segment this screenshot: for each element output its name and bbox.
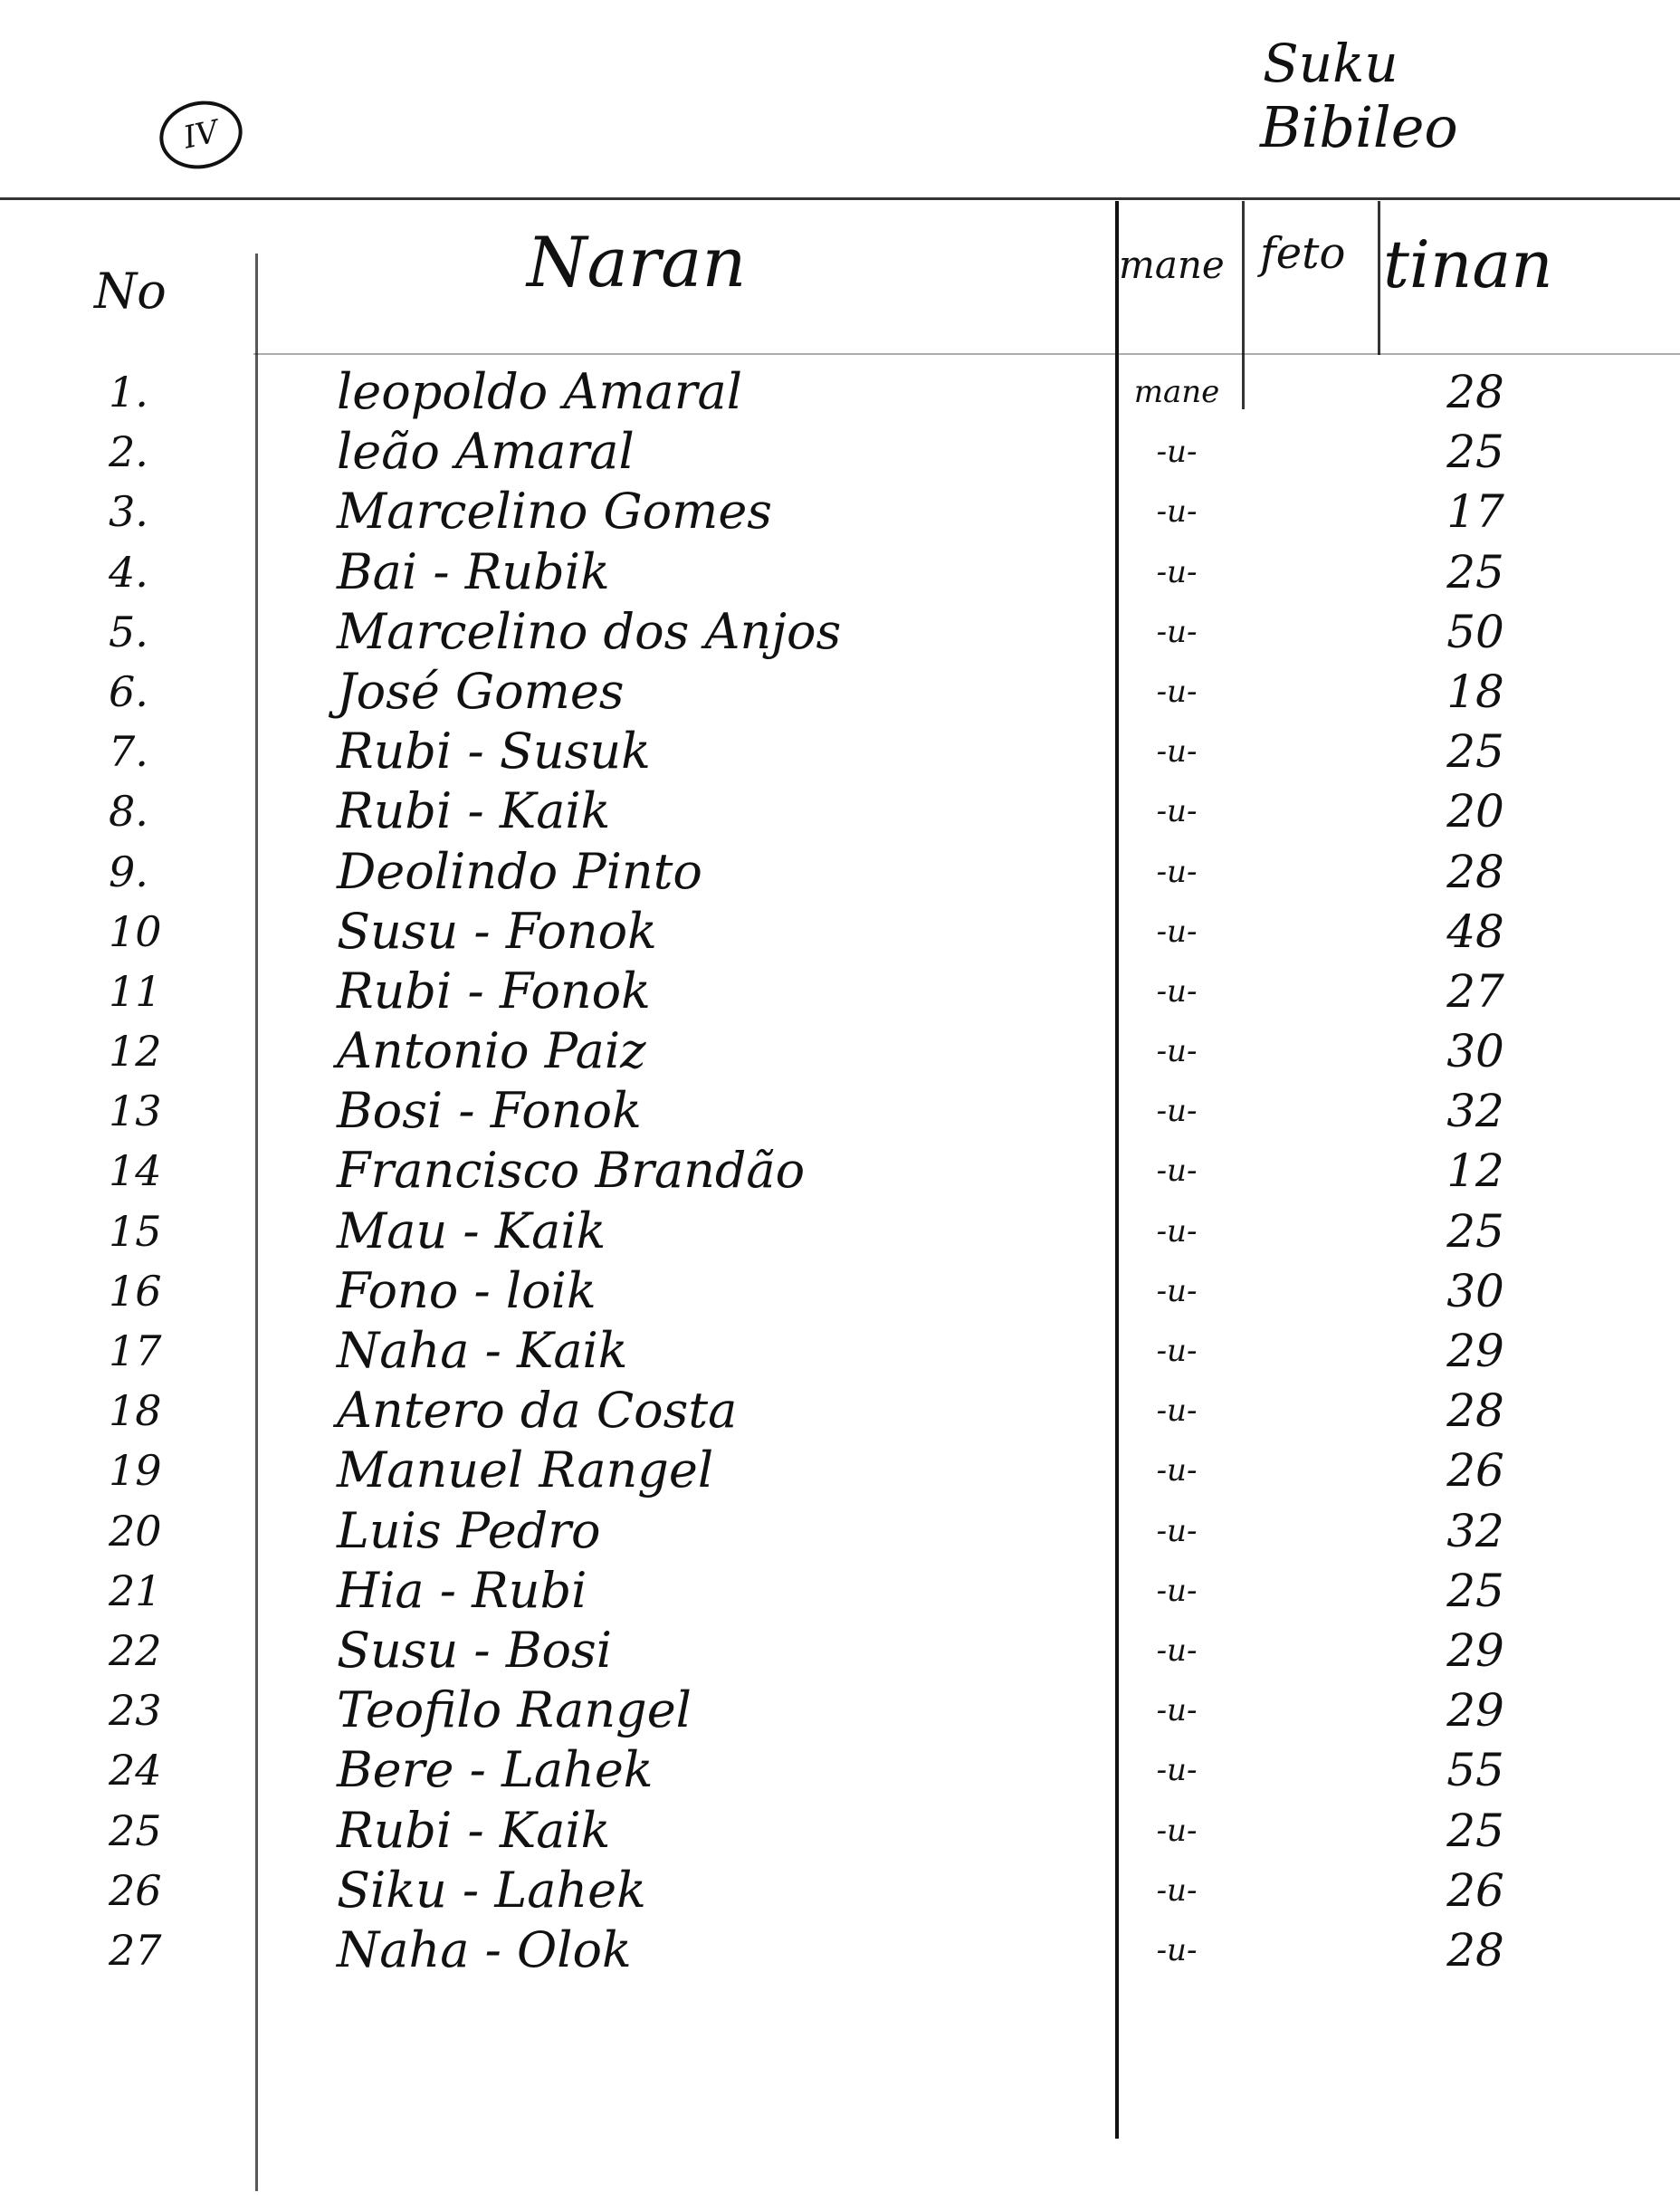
row-feto (1249, 1321, 1367, 1381)
row-feto (1249, 1441, 1367, 1500)
row-age: 29 (1446, 1623, 1504, 1677)
table-row (0, 1021, 1680, 1081)
row-feto (1249, 1381, 1367, 1441)
row-number: 19 (109, 1446, 162, 1496)
table-row (0, 482, 1680, 541)
header-tinan: tinan (1383, 226, 1553, 302)
row-age: 30 (1446, 1264, 1504, 1317)
row-name: Siku - Lahek (337, 1861, 646, 1919)
row-mane: -u- (1156, 1692, 1198, 1729)
row-feto (1249, 1861, 1367, 1920)
row-age: 26 (1446, 1863, 1504, 1917)
row-name: Teofilo Rangel (337, 1681, 692, 1739)
table-row (0, 1801, 1680, 1861)
row-mane: -u- (1156, 1393, 1198, 1430)
header-naran: Naran (527, 222, 747, 302)
row-feto (1249, 1801, 1367, 1861)
row-number: 3. (109, 487, 148, 537)
row-age: 28 (1446, 1384, 1504, 1438)
row-feto (1249, 1261, 1367, 1321)
row-number: 26 (109, 1865, 162, 1915)
table-row (0, 1920, 1680, 1980)
row-name: Rubi - Kaik (337, 782, 611, 840)
row-number: 13 (109, 1087, 162, 1136)
row-age: 28 (1446, 366, 1504, 418)
header-feto: feto (1260, 228, 1346, 279)
row-feto (1249, 602, 1367, 662)
row-mane: -u- (1156, 1153, 1198, 1190)
row-name: Antero da Costa (337, 1382, 738, 1440)
row-age: 50 (1446, 605, 1504, 658)
table-row (0, 1621, 1680, 1680)
row-number: 17 (109, 1326, 162, 1375)
row-age: 12 (1446, 1144, 1504, 1198)
row-number: 10 (109, 906, 162, 956)
row-feto (1249, 482, 1367, 541)
row-feto (1249, 1740, 1367, 1800)
row-mane: -u- (1156, 733, 1198, 771)
table-row (0, 1202, 1680, 1261)
row-number: 24 (109, 1746, 162, 1795)
row-name: leopoldo Amaral (337, 363, 743, 420)
row-feto (1249, 1021, 1367, 1081)
row-age: 25 (1446, 1204, 1504, 1258)
row-number: 22 (109, 1625, 162, 1675)
table-row (0, 1381, 1680, 1441)
table-row (0, 902, 1680, 962)
row-name: Rubi - Fonok (337, 962, 651, 1020)
row-age: 25 (1446, 725, 1504, 779)
row-age: 18 (1446, 665, 1504, 718)
row-name: Bere - Lahek (337, 1741, 654, 1799)
row-mane: -u- (1156, 1632, 1198, 1669)
table-row (0, 602, 1680, 662)
row-name: Hia - Rubi (337, 1561, 587, 1619)
row-number: 8. (109, 787, 148, 837)
row-mane: -u- (1156, 793, 1198, 830)
row-age: 25 (1446, 1564, 1504, 1617)
row-age: 32 (1446, 1085, 1504, 1138)
row-name: Mau - Kaik (337, 1202, 606, 1259)
row-age: 32 (1446, 1504, 1504, 1557)
row-name: Bai - Rubik (337, 542, 610, 600)
row-number: 25 (109, 1805, 162, 1855)
row-mane: -u- (1156, 493, 1198, 531)
row-feto (1249, 781, 1367, 841)
row-feto (1249, 1621, 1367, 1680)
row-feto (1249, 362, 1367, 422)
row-feto (1249, 422, 1367, 482)
row-feto (1249, 542, 1367, 602)
row-name: Naha - Kaik (337, 1322, 628, 1379)
table-row (0, 542, 1680, 602)
row-name: Marcelino dos Anjos (337, 602, 842, 660)
row-feto (1249, 1081, 1367, 1141)
row-mane: -u- (1156, 553, 1198, 590)
table-row (0, 1561, 1680, 1621)
row-number: 2. (109, 427, 148, 477)
row-age: 30 (1446, 1025, 1504, 1078)
row-feto (1249, 842, 1367, 902)
row-name: Susu - Bosi (337, 1621, 613, 1679)
row-name: Manuel Rangel (337, 1441, 714, 1499)
row-mane: -u- (1156, 1452, 1198, 1489)
row-age: 17 (1446, 485, 1504, 539)
row-number: 12 (109, 1027, 162, 1077)
row-name: Deolindo Pinto (337, 842, 702, 900)
row-number: 7. (109, 727, 148, 777)
row-age: 25 (1446, 1804, 1504, 1857)
row-number: 9. (109, 847, 148, 896)
table-row (0, 1740, 1680, 1800)
row-feto (1249, 1501, 1367, 1561)
table-row (0, 722, 1680, 781)
row-mane: -u- (1156, 1572, 1198, 1609)
row-feto (1249, 902, 1367, 962)
village-name: Bibileo (1260, 94, 1458, 160)
row-age: 26 (1446, 1444, 1504, 1498)
row-name: leão Amaral (337, 423, 635, 481)
row-mane: -u- (1156, 434, 1198, 471)
row-number: 6. (109, 666, 148, 716)
row-number: 21 (109, 1565, 162, 1615)
page-number: IV (153, 93, 248, 177)
row-feto (1249, 662, 1367, 722)
row-number: 23 (109, 1686, 162, 1736)
row-feto (1249, 1680, 1367, 1740)
table-row (0, 1081, 1680, 1141)
row-mane: -u- (1156, 1033, 1198, 1070)
row-feto (1249, 1920, 1367, 1980)
table-row (0, 842, 1680, 902)
row-mane: -u- (1156, 853, 1198, 890)
table-body (0, 362, 1680, 1980)
table-row (0, 962, 1680, 1021)
row-name: José Gomes (337, 662, 625, 720)
row-mane: -u- (1156, 1752, 1198, 1789)
row-name: Luis Pedro (337, 1501, 601, 1559)
row-age: 28 (1446, 1923, 1504, 1977)
table-row (0, 1321, 1680, 1381)
table-row (0, 1501, 1680, 1561)
row-name: Susu - Fonok (337, 902, 657, 960)
row-name: Marcelino Gomes (337, 483, 773, 541)
row-mane: -u- (1156, 972, 1198, 1010)
row-age: 48 (1446, 905, 1504, 958)
table-top-rule (0, 197, 1680, 200)
row-feto (1249, 1561, 1367, 1621)
row-name: Francisco Brandão (337, 1142, 806, 1200)
row-age: 28 (1446, 845, 1504, 898)
row-feto (1249, 1202, 1367, 1261)
table-row (0, 1261, 1680, 1321)
row-name: Antonio Paiz (337, 1022, 646, 1080)
row-number: 20 (109, 1506, 162, 1556)
row-mane: -u- (1156, 1272, 1198, 1309)
table-row (0, 422, 1680, 482)
row-feto (1249, 962, 1367, 1021)
row-mane: -u- (1156, 1931, 1198, 1968)
row-number: 11 (109, 966, 162, 1016)
row-number: 4. (109, 547, 148, 597)
row-feto (1249, 1141, 1367, 1201)
village-label: Suku (1263, 33, 1398, 94)
table-row (0, 1680, 1680, 1740)
row-mane: -u- (1156, 1872, 1198, 1909)
row-age: 55 (1446, 1744, 1504, 1797)
table-row (0, 1141, 1680, 1201)
row-number: 5. (109, 607, 148, 656)
row-mane: mane (1133, 374, 1220, 410)
row-name: Bosi - Fonok (337, 1082, 642, 1140)
row-mane: -u- (1156, 1512, 1198, 1549)
row-age: 27 (1446, 964, 1504, 1018)
row-mane: -u- (1156, 1093, 1198, 1130)
row-mane: -u- (1156, 1812, 1198, 1849)
row-age: 20 (1446, 785, 1504, 838)
row-mane: -u- (1156, 1212, 1198, 1249)
table-row (0, 1861, 1680, 1920)
row-age: 25 (1446, 545, 1504, 598)
table-row (0, 1441, 1680, 1500)
row-age: 25 (1446, 426, 1504, 479)
table-row (0, 362, 1680, 422)
row-number: 27 (109, 1925, 162, 1975)
table-row (0, 781, 1680, 841)
row-name: Fono - loik (337, 1261, 597, 1319)
feto-column-divider (1378, 201, 1380, 355)
header-bottom-rule (253, 353, 1680, 355)
row-name: Naha - Olok (337, 1920, 632, 1978)
row-feto (1249, 722, 1367, 781)
row-mane: -u- (1156, 613, 1198, 650)
header-no: No (94, 263, 167, 320)
row-number: 18 (109, 1386, 162, 1436)
row-number: 14 (109, 1146, 162, 1196)
header-mane: mane (1119, 243, 1225, 287)
row-age: 29 (1446, 1325, 1504, 1377)
table-row (0, 662, 1680, 722)
row-mane: -u- (1156, 673, 1198, 710)
row-age: 29 (1446, 1684, 1504, 1738)
row-mane: -u- (1156, 1333, 1198, 1369)
row-number: 16 (109, 1266, 162, 1316)
row-name: Rubi - Susuk (337, 723, 651, 780)
row-name: Rubi - Kaik (337, 1801, 611, 1859)
row-mane: -u- (1156, 913, 1198, 950)
row-number: 15 (109, 1206, 162, 1256)
row-number: 1. (109, 368, 148, 416)
